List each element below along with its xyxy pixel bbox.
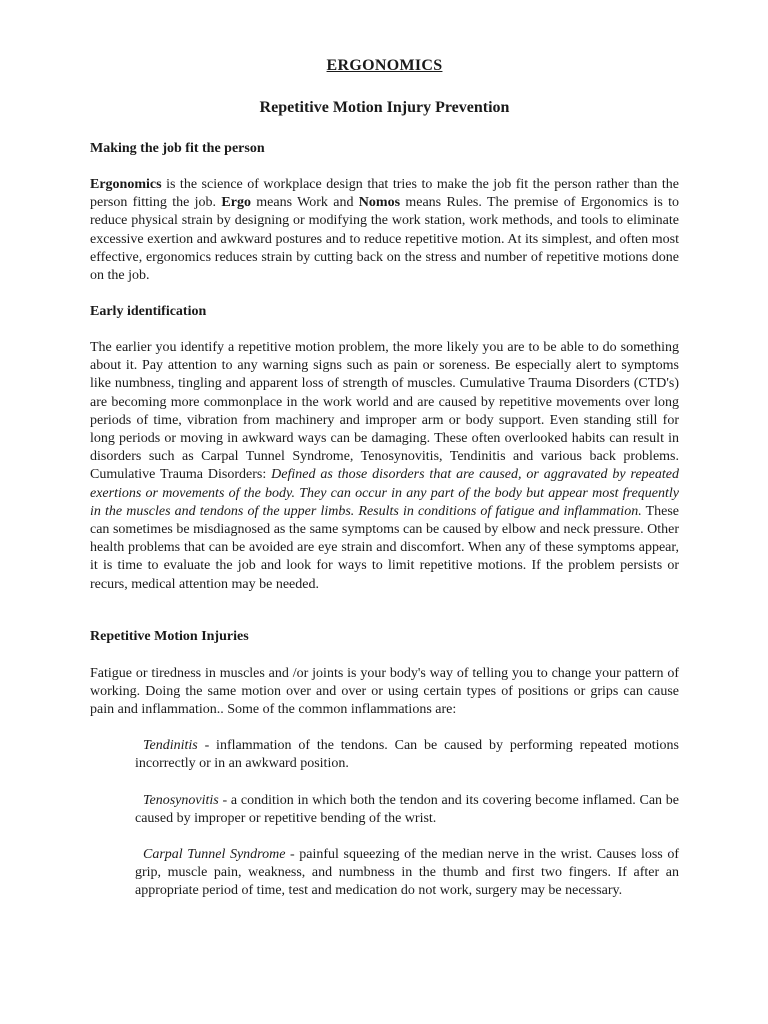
- paragraph-repetitive-motion-injuries: Fatigue or tiredness in muscles and /or joints is your body's way of telling you to change your pattern of working. Doing the same motion over and over or using certain types of positions or grips can cause pain and inflammation.. Some of the common inflammations are:: [90, 666, 679, 718]
- list-item-carpal-tunnel: [135, 846, 679, 901]
- list-item-tendinitis: [135, 737, 679, 773]
- term-ergonomics: Ergonomics: [90, 177, 162, 192]
- paragraph-text: These can sometimes be misdiagnosed as the same symptoms can be caused by elbow and neck pressure. Other health problems that can be avoided are eye strain and discomfort. When any of these symptoms appear, it is time to evaluate the job and look for ways to limit repetitive motions. If the problem persists or recurs, medical attention may be needed.: [90, 503, 679, 592]
- document-subtitle: Repetitive Motion Injury Prevention: [259, 99, 510, 116]
- term-nomos: Nomos: [358, 195, 401, 211]
- paragraph-text: is the science of workplace design that tries to make the job fit the person rather than the person fitting the job.: [90, 177, 679, 211]
- ctd-definition: Defined as those disorders that are caused, or aggravated by repeated exertions or movements of the body. They can occur in any part of the body but appear most frequently in the muscles and tendons of the upper limbs. Results in conditions of fatigue and inflammation.: [90, 467, 679, 519]
- section-heading-repetitive-motion-injuries: Repetitive Motion Injuries: [90, 629, 249, 644]
- section-heading-making-job-fit: Making the job fit the person: [90, 141, 265, 156]
- paragraph-early-identification: [90, 339, 679, 594]
- term-tenosynovitis: Tenosynovitis: [143, 793, 219, 808]
- document-title: ERGONOMICS: [326, 57, 443, 74]
- list-item-text: - a condition in which both the tendon and its covering become inflamed. Can be caused by improper or repetitive bending of the wrist.: [135, 793, 679, 827]
- paragraph-ergonomics-definition: [90, 176, 679, 285]
- term-tendinitis: Tendinitis: [143, 738, 198, 753]
- paragraph-text: The earlier you identify a repetitive motion problem, the more likely you are to be able to do something about it. Pay attention to any warning signs such as pain or soreness. Be especially alert to symptoms like numbness, tingling and apparent loss of strength of muscles. Cumulative Trauma Disorders (CTD's) are becoming more commonplace in the work world and are caused by repetitive movements over long periods of time, vibration from machinery and improper arm or body support. Even standing still for long periods or moving in awkward ways can be damaging. These often overlooked habits can result in disorders such as Carpal Tunnel Syndrome, Tenosynovitis, Tendinitis and various back problems. Cumulative Trauma Disorders:: [90, 340, 679, 483]
- paragraph-text: means Work and: [250, 195, 359, 211]
- section-heading-early-identification: Early identification: [90, 304, 207, 319]
- list-item-tenosynovitis: [135, 792, 679, 828]
- list-item-text: - inflammation of the tendons. Can be caused by performing repeated motions incorrectly or in an awkward position.: [135, 738, 679, 772]
- term-carpal-tunnel-syndrome: Carpal Tunnel Syndrome: [143, 847, 286, 862]
- term-ergo: Ergo: [221, 195, 251, 211]
- paragraph-text: means Rules. The premise of Ergonomics is to reduce physical strain by designing or modifying the work station, work methods, and tools to eliminate excessive exertion and awkward postures and to reduce repetitive motion. At its simplest, and often most effective, ergonomics reduces strain by cutting back on the stress and number of repetitive motions done on the job.: [90, 195, 680, 284]
- list-item-text: - painful squeezing of the median nerve in the wrist. Causes loss of grip, muscle pain, weakness, and numbness in the thumb and first two fingers. If after an appropriate period of time, test and medication do not work, surgery may be necessary.: [135, 847, 679, 899]
